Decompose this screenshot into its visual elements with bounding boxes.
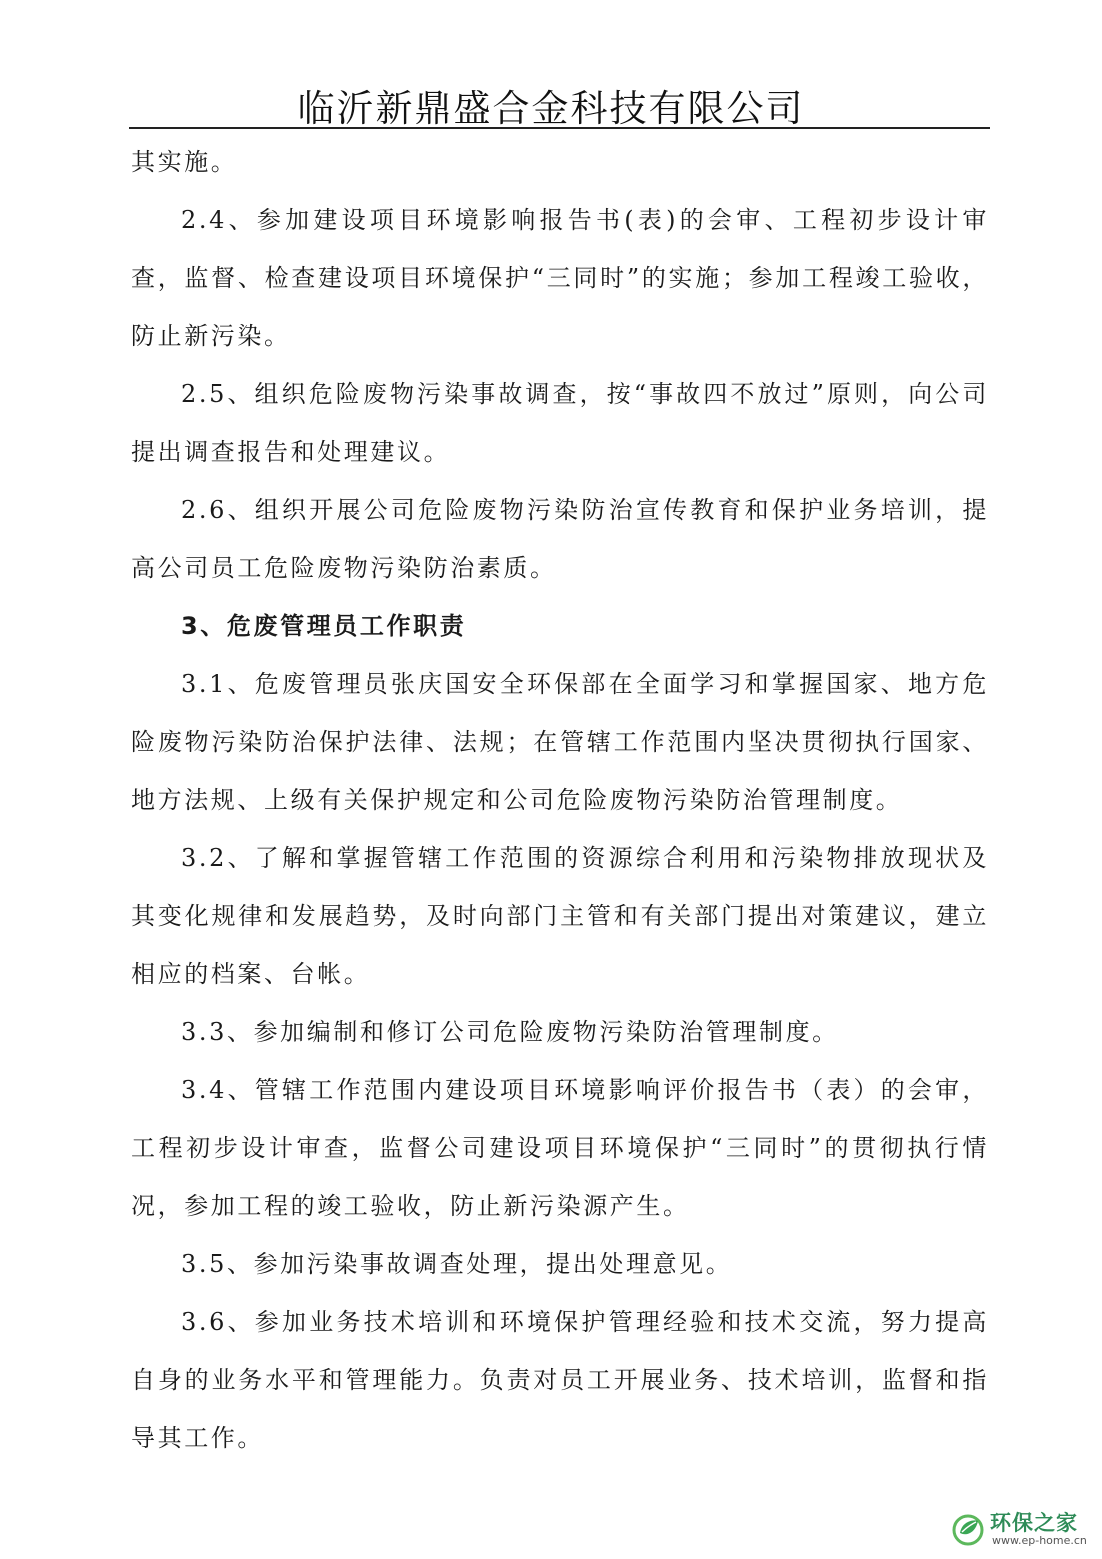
document-header-title: 临沂新鼎盛合金科技有限公司	[297, 87, 805, 130]
document-body	[131, 133, 989, 1467]
paragraph: 其实施。	[131, 148, 238, 176]
watermark-url: www.ep-home.cn	[992, 1534, 1087, 1547]
header-divider	[129, 127, 990, 129]
paragraph: 3.4、管辖工作范围内建设项目环境影响评价报告书（表）的会审，工程初步设计审查，监督公司建设项目环境保护“三同时”的贯彻执行情况，参加工程的竣工验收，防止新污染源产生。	[131, 1076, 989, 1220]
watermark-name: 环保之家	[990, 1511, 1078, 1535]
paragraph: 3.3、参加编制和修订公司危险废物污染防治管理制度。	[181, 1018, 839, 1046]
leaf-logo-icon	[950, 1511, 986, 1547]
site-watermark	[950, 1507, 1090, 1551]
paragraph: 3.1、危废管理员张庆国安全环保部在全面学习和掌握国家、地方危险废物污染防治保护法律、法规；在管辖工作范围内坚决贯彻执行国家、地方法规、上级有关保护规定和公司危险废物污染防治管理制度。	[131, 670, 989, 814]
paragraph: 2.6、组织开展公司危险废物污染防治宣传教育和保护业务培训，提高公司员工危险废物污染防治素质。	[131, 496, 989, 582]
paragraph: 3.2、了解和掌握管辖工作范围的资源综合利用和污染物排放现状及其变化规律和发展趋势，及时向部门主管和有关部门提出对策建议，建立相应的档案、台帐。	[131, 844, 989, 988]
paragraph: 3.6、参加业务技术培训和环境保护管理经验和技术交流，努力提高自身的业务水平和管理能力。负责对员工开展业务、技术培训，监督和指导其工作。	[131, 1308, 989, 1452]
paragraph: 2.4、参加建设项目环境影响报告书(表)的会审、工程初步设计审查，监督、检查建设项目环境保护“三同时”的实施；参加工程竣工验收，防止新污染。	[131, 206, 989, 350]
paragraph: 3.5、参加污染事故调查处理，提出处理意见。	[181, 1250, 733, 1278]
paragraph: 2.5、组织危险废物污染事故调查，按“事故四不放过”原则，向公司提出调查报告和处理建议。	[131, 380, 989, 466]
section-heading: 3、危废管理员工作职责	[181, 612, 467, 640]
